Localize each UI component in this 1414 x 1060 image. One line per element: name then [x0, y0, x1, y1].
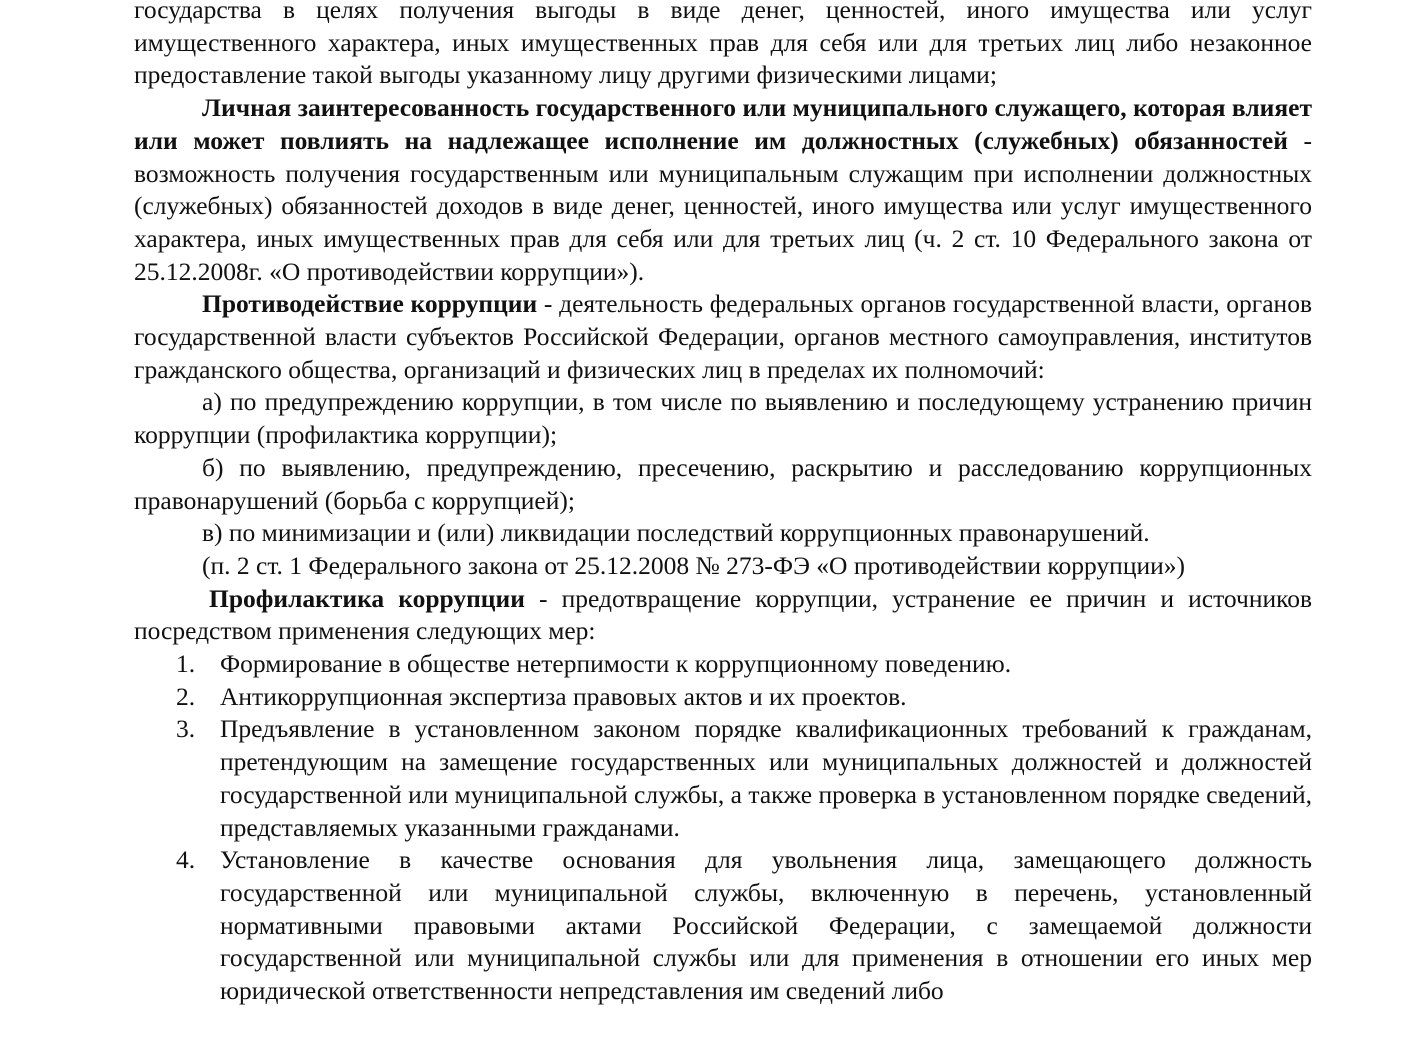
list-item-number: 2.	[176, 681, 196, 711]
counteraction-item-b: б) по выявлению, предупреждению, пресечению, раскрытию и расследованию коррупционных правонарушений (борьба с коррупцией);	[134, 452, 1312, 515]
counteraction-paragraph	[134, 288, 1312, 386]
personal-interest-definition: - возможность получения государственным или муниципальным служащим при исполнении должностных (служебных) обязанностей доходов в виде денег, ценностей, иного имущества или услуг имущественного характера, иных имущественных прав для себя или для третьих лиц (ч. 2 ст. 10 Федерального закона от 25.12.2008г. «О противодействии коррупции»).	[134, 125, 1312, 286]
list-item	[134, 713, 1312, 844]
list-item-number: 3.	[176, 714, 196, 744]
prevention-definition: - предотвращение коррупции, устранение ее причин и источников посредством применения следующих мер:	[134, 583, 1312, 646]
intro-paragraph: государства в целях получения выгоды в виде денег, ценностей, иного имущества или услуг имущественного характера, иных имущественных прав для себя или для третьих лиц либо незаконное предоставление такой выгоды указанному лицу другими физическими лицами;	[134, 0, 1312, 90]
list-item-text: Предъявление в установленном законом порядке квалификационных требований к гражданам, претендующим на замещение государственных или муниципальных должностей и должностей государственной или муниципальной службы, а также проверка в установленном порядке сведений, представляемых указанными гражданами.	[220, 714, 1312, 842]
prevention-measures-list	[134, 648, 1312, 1008]
personal-interest-term: Личная заинтересованность государственного или муниципального служащего, которая влияет или может повлиять на надлежащее исполнение им должностных (служебных) обязанностей	[134, 93, 1312, 155]
counteraction-item-a: а) по предупреждению коррупции, в том числе по выявлению и последующему устранению причин коррупции (профилактика коррупции);	[134, 387, 1312, 450]
list-item-text: Антикоррупционная экспертиза правовых актов и их проектов.	[220, 681, 907, 711]
prevention-term: Профилактика коррупции	[209, 583, 525, 613]
counteraction-definition: - деятельность федеральных органов государственной власти, органов государственной власти субъектов Российской Федерации, органов местного самоуправления, институтов гражданского общества, организаций и физических лиц в пределах их полномочий:	[134, 289, 1312, 384]
document-page	[134, 0, 1312, 1008]
list-item-number: 1.	[176, 649, 196, 679]
list-item	[134, 681, 1312, 714]
counteraction-term: Противодействие коррупции	[202, 289, 538, 319]
list-item-text: Формирование в обществе нетерпимости к коррупционному поведению.	[220, 649, 1012, 679]
counteraction-item-c: в) по минимизации и (или) ликвидации последствий коррупционных правонарушений.	[202, 518, 1150, 548]
personal-interest-paragraph	[134, 92, 1312, 288]
list-item	[134, 844, 1312, 1008]
counteraction-source: (п. 2 ст. 1 Федерального закона от 25.12.2008 № 273-ФЭ «О противодействии коррупции»)	[202, 550, 1185, 580]
list-item	[134, 648, 1312, 681]
prevention-paragraph	[134, 583, 1312, 648]
list-item-text: Установление в качестве основания для увольнения лица, замещающего должность государственной или муниципальной службы, включенную в перечень, установленный нормативными правовыми актами Российской Федерации, с замещаемой должности государственной или муниципальной службы или для применения в отношении его иных мер юридической ответственности непредставления им сведений либо	[220, 845, 1312, 1006]
list-item-number: 4.	[176, 845, 196, 875]
